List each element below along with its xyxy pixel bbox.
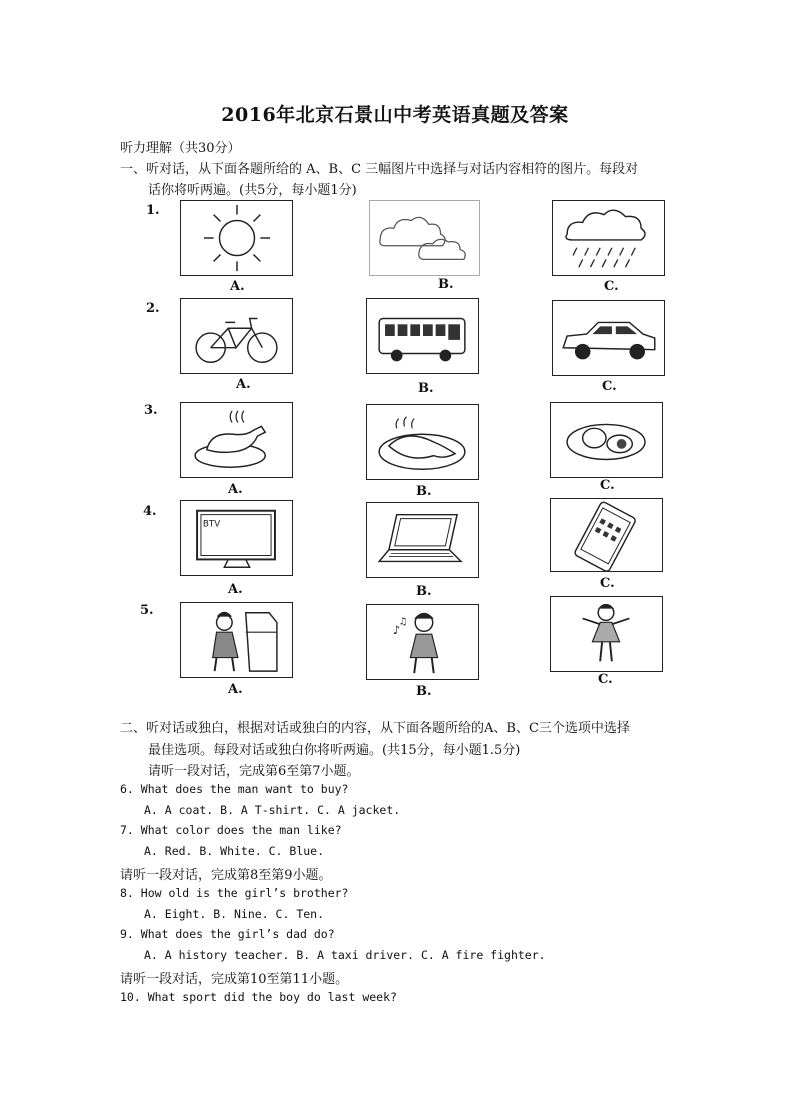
option-letter: A. <box>228 682 243 697</box>
option-letter: C. <box>602 379 617 394</box>
part1-instruction-line2: 话你将听两遍。(共5分，每小题1分) <box>148 183 357 198</box>
svg-text:♫: ♫ <box>398 616 408 628</box>
option-letter: A. <box>228 582 243 597</box>
part1-instruction-line1: 一、听对话，从下面各题所给的 A、B、C 三幅图片中选择与对话内容相符的图片。每段对 <box>120 162 639 177</box>
question-number: 2. <box>146 301 160 316</box>
question-8: 8. How old is the girl’s brother? <box>120 886 349 900</box>
girl-dancing-icon[interactable] <box>550 596 663 672</box>
question-number: 1. <box>146 203 160 218</box>
question-6: 6. What does the man want to buy? <box>120 782 349 796</box>
question-number: 5. <box>140 603 154 618</box>
option-letter: C. <box>604 279 619 294</box>
tv-screen-label: BTV <box>202 519 221 530</box>
bus-icon[interactable] <box>366 298 479 374</box>
bicycle-icon[interactable] <box>180 298 293 374</box>
option-letter: B. <box>416 484 432 499</box>
option-letter: B. <box>418 381 434 396</box>
option-letter: B. <box>416 684 432 699</box>
question-7: 7. What color does the man like? <box>120 823 342 837</box>
tv-icon[interactable] <box>180 500 293 576</box>
option-letter: A. <box>230 279 245 294</box>
question-7-options: A. Red. B. White. C. Blue. <box>144 844 325 858</box>
svg-text:♪: ♪ <box>392 623 401 638</box>
option-letter: C. <box>600 576 615 591</box>
option-letter: C. <box>600 478 615 493</box>
girl-piano-icon[interactable] <box>180 602 293 678</box>
option-letter: A. <box>228 482 243 497</box>
car-icon[interactable] <box>552 300 665 376</box>
section-heading: 听力理解（共30分） <box>120 141 241 156</box>
rain-icon[interactable] <box>552 200 665 276</box>
girl-singing-icon[interactable] <box>366 604 479 680</box>
option-letter: B. <box>438 277 454 292</box>
question-6-options: A. A coat. B. A T-shirt. C. A jacket. <box>144 803 401 817</box>
part2-instruction-line1: 二、听对话或独白，根据对话或独白的内容，从下面各题所给的A、B、C三个选项中选择 <box>120 721 630 736</box>
option-letter: A. <box>236 377 251 392</box>
part2-instruction-line2: 最佳选项。每段对话或独白你将听两遍。(共15分，每小题1.5分) <box>148 743 521 758</box>
eggs-plate-icon[interactable] <box>550 402 663 478</box>
sun-icon[interactable] <box>180 200 293 276</box>
page-title: 2016年北京石景山中考英语真题及答案 <box>221 104 569 126</box>
phone-icon[interactable] <box>550 498 663 572</box>
laptop-icon[interactable] <box>366 502 479 578</box>
fish-plate-icon[interactable] <box>366 404 479 480</box>
chicken-plate-icon[interactable] <box>180 402 293 478</box>
question-number: 4. <box>143 504 157 519</box>
question-8-options: A. Eight. B. Nine. C. Ten. <box>144 907 325 921</box>
option-letter: B. <box>416 584 432 599</box>
listen-instruction: 请听一段对话，完成第10至第11小题。 <box>120 972 349 987</box>
listen-instruction: 请听一段对话，完成第8至第9小题。 <box>120 868 332 883</box>
question-9-options: A. A history teacher. B. A taxi driver. C. A fire fighter. <box>144 948 546 962</box>
question-9: 9. What does the girl’s dad do? <box>120 927 335 941</box>
question-10: 10. What sport did the boy do last week? <box>120 990 397 1004</box>
cloud-icon[interactable] <box>369 200 480 276</box>
listen-instruction: 请听一段对话，完成第6至第7小题。 <box>148 764 360 779</box>
question-number: 3. <box>144 403 158 418</box>
option-letter: C. <box>598 672 613 687</box>
